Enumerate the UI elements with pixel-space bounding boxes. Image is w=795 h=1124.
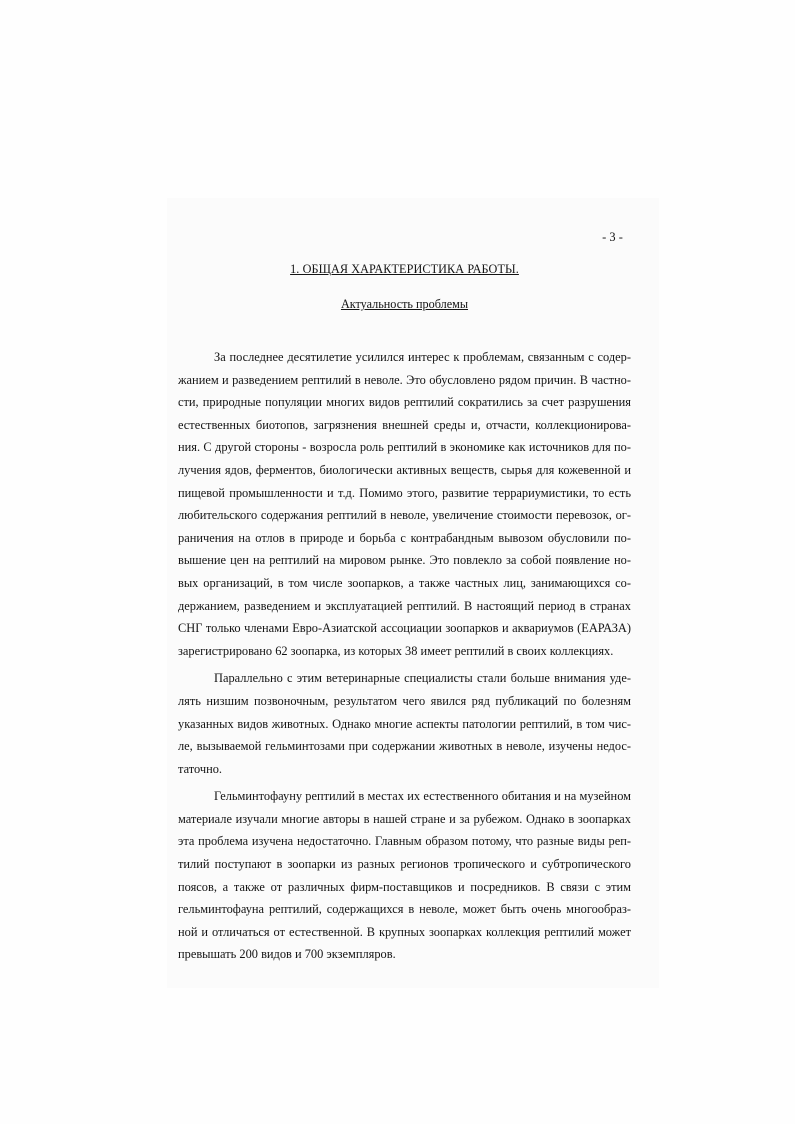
- paragraph-line: жанием и разведением рептилий в неволе. Это обусловлено рядом причин. В частно-: [178, 372, 631, 387]
- paragraph-line: раничения на отлов в природе и борьба с контрабандным вывозом обусловили по-: [178, 530, 631, 545]
- paragraph-line: ной и отличаться от естественной. В крупных зоопарках коллекция рептилий может: [178, 924, 631, 939]
- paragraph-line: поясов, а также от различных фирм-поставщиков и посредников. В связи с этим: [178, 879, 631, 894]
- paragraph-line: любительского содержания рептилий в неволе, увеличение стоимости перевозок, ог-: [178, 508, 631, 523]
- page-number: [0, 228, 795, 246]
- paragraph-line: зарегистрировано 62 зоопарка, из которых 38 имеет рептилий в своих коллекциях.: [178, 643, 614, 658]
- section-title-text: Актуальность проблемы: [340, 297, 469, 311]
- paragraph-1: [178, 346, 631, 662]
- paragraph-line: вышение цен на рептилий на мировом рынке. Это повлекло за собой появление но-: [178, 553, 631, 568]
- paragraph-line: Параллельно с этим ветеринарные специалисты стали больше внимания уде-: [214, 671, 631, 686]
- paragraph-line: лять низшим позвоночным, результатом чего явился ряд публикаций по болезням: [178, 693, 631, 708]
- paragraph-line: держанием, разведением и эксплуатацией рептилий. В настоящий период в странах: [178, 598, 631, 613]
- paragraph-2: [178, 667, 631, 780]
- chapter-title: [178, 260, 631, 278]
- paragraph-line: Гельминтофауну рептилий в местах их естественного обитания и на музейном: [214, 789, 631, 804]
- paragraph-line: гельминтофауна рептилий, содержащихся в неволе, может быть очень многообраз-: [178, 902, 631, 917]
- paragraph-line: указанных видов животных. Однако многие аспекты патологии рептилий, в том чис-: [178, 716, 631, 731]
- paragraph-line: пищевой промышленности и т.д. Помимо этого, развитие террариумистики, то есть: [178, 485, 631, 500]
- paragraph-line: превышать 200 видов и 700 экземпляров.: [178, 947, 396, 962]
- paragraph-line: тилий поступают в зоопарки из разных регионов тропического и субтропического: [178, 857, 631, 872]
- paragraph-line: СНГ только членами Евро-Азиатской ассоциации зоопарков и аквариумов (ЕАРАЗА): [178, 621, 631, 636]
- page-content: [178, 228, 631, 966]
- paragraph-line: ле, вызываемой гельминтозами при содержании животных в неволе, изучены недос-: [178, 739, 631, 754]
- paragraph-line: ния. С другой стороны - возросла роль рептилий в экономике как источников для по-: [178, 440, 631, 455]
- paragraph-line: таточно.: [178, 761, 223, 776]
- chapter-title-text: 1. ОБЩАЯ ХАРАКТЕРИСТИКА РАБОТЫ.: [290, 262, 519, 276]
- paragraph-line: естественных биотопов, загрязнения внешней среды и, отчасти, коллекционирова-: [178, 417, 631, 432]
- paragraph-line: За последнее десятилетие усилился интерес к проблемам, связанным с содер-: [214, 350, 631, 364]
- page-number-text: - 3 -: [602, 230, 623, 244]
- paragraph-3: [178, 785, 631, 966]
- paragraph-line: материале изучали многие авторы в нашей стране и за рубежом. Однако в зоопарках: [178, 811, 631, 826]
- paragraph-line: вых организаций, в том числе зоопарков, а также частных лиц, занимающихся со-: [178, 575, 631, 590]
- paragraph-line: эта проблема изучена недостаточно. Главным образом потому, что разные виды реп-: [178, 834, 631, 849]
- paragraph-line: сти, природные популяции многих видов рептилий сократились за счет разрушения: [178, 395, 631, 410]
- paragraph-line: лучения ядов, ферментов, биологически активных веществ, сырья для кожевенной и: [178, 462, 631, 477]
- section-title: [178, 295, 631, 313]
